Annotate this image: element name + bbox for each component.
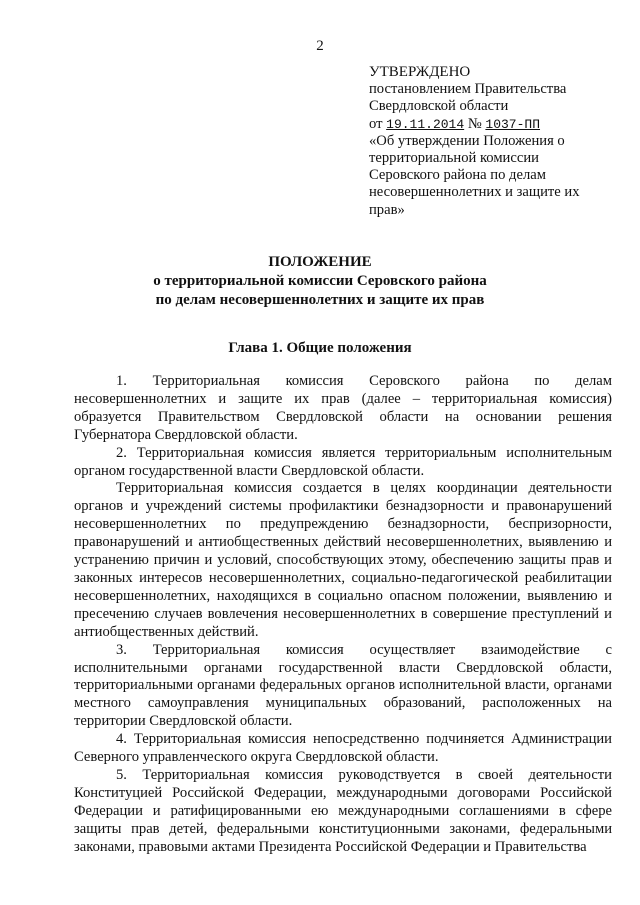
approval-ref: несовершеннолетних и защите их [369, 184, 580, 201]
document-title [0, 253, 640, 310]
paragraph: 5. Территориальная комиссия руководствуется в своей деятельности Конституцией Российской Федерации, международными договорами Российской Федерации и ратифицированными ею международными соглашениями в сфере защиты прав детей, федеральными конституционными законами, федеральными законами, правовыми актами Президента Российской Федерации и Правительства [74, 766, 612, 855]
paragraph: 2. Территориальная комиссия является территориальным исполнительным органом государственной власти Свердловской области. [74, 444, 612, 479]
title-main: ПОЛОЖЕНИЕ [268, 254, 372, 270]
body-text [74, 373, 612, 856]
page-number: 2 [316, 38, 324, 54]
approval-line: Свердловской области [369, 98, 509, 115]
approval-date: 19.11.2014 [386, 116, 465, 132]
chapter-heading: Глава 1. Общие положения [228, 340, 412, 356]
title-subtitle: о территориальной комиссии Серовского района [153, 273, 487, 289]
approval-stamp: УТВЕРЖДЕНО [369, 64, 471, 80]
approval-ref: «Об утверждении Положения о [369, 132, 565, 149]
paragraph: Территориальная комиссия создается в целях координации деятельности органов и учреждений системы профилактики безнадзорности и правонарушений несовершеннолетних по предупреждению безнадзорности, беспризорности, правонарушений и антиобщественных действий несовершеннолетних, выявлению и устранению причин и условий, способствующих этому, обеспечению защиты прав и законных интересов несовершеннолетних, социально-педагогической реабилитации несовершеннолетних, находящихся в социально опасном положении, выявлению и пресечению случаев вовлечения несовершеннолетних в совершение преступлений и антиобщественных действий. [74, 480, 612, 640]
approval-ref: Серовского района по делам [369, 167, 546, 184]
approval-number: 1037-ПП [485, 116, 541, 132]
date-prefix: от [369, 115, 383, 132]
title-subtitle: по делам несовершеннолетних и защите их прав [155, 292, 485, 308]
approval-ref: прав» [369, 201, 405, 218]
paragraph: 3. Территориальная комиссия осуществляет взаимодействие с исполнительными органами государственной власти Свердловской области, территориальными органами федеральных органов исполнительной власти, органами местного самоуправления муниципальных образований, расположенных на территории Свердловской области. [74, 641, 612, 730]
approval-date-line [369, 116, 609, 133]
approval-line: постановлением Правительства [369, 81, 567, 98]
paragraph: 4. Территориальная комиссия непосредственно подчиняется Администрации Северного управленческого округа Свердловской области. [74, 731, 612, 766]
paragraph: 1. Территориальная комиссия Серовского района по делам несовершеннолетних и защите их прав (далее – территориальная комиссия) образуется Правительством Свердловской области на основании решения Губернатора Свердловской области. [74, 373, 612, 443]
number-prefix: № [467, 115, 482, 132]
approval-ref: территориальной комиссии [369, 150, 539, 167]
approval-block [369, 64, 609, 219]
